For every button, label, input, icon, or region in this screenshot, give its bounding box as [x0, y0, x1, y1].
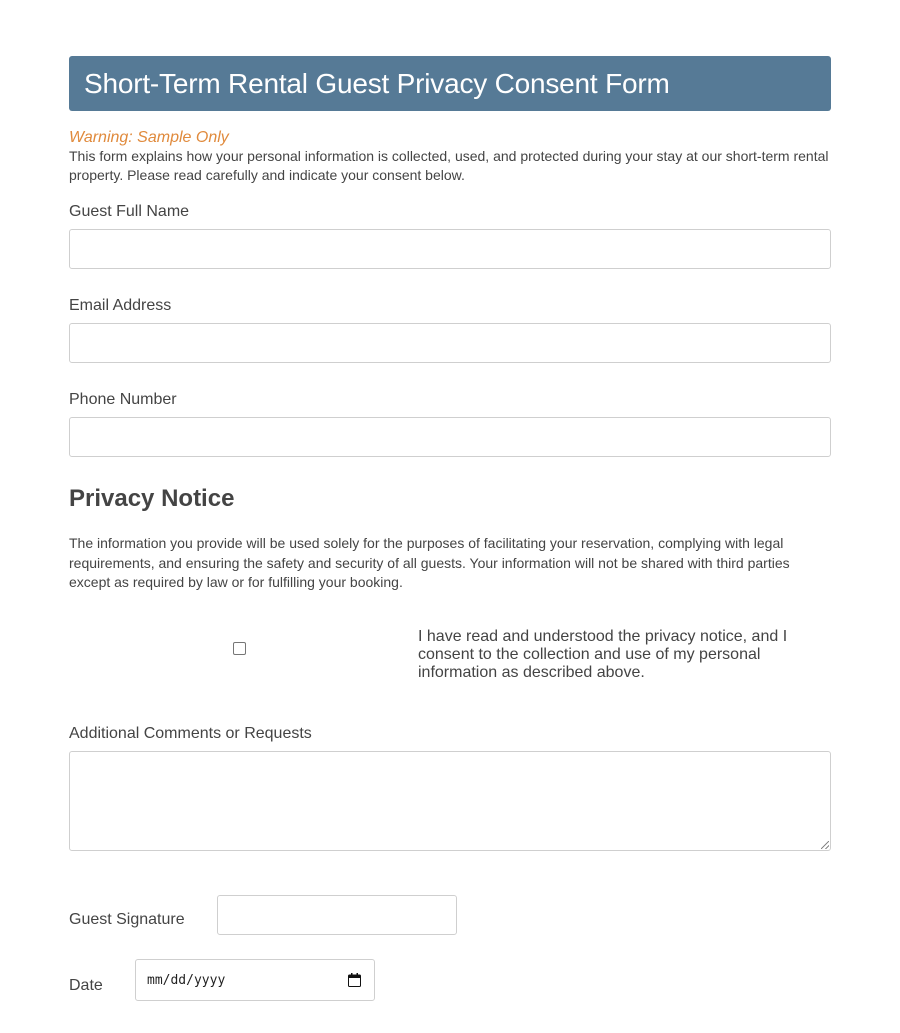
form-intro: This form explains how your personal information is collected, used, and protected during your stay at our short-term rental property. Please read carefully and indicate your consent below.: [69, 148, 829, 183]
form-title: Short-Term Rental Guest Privacy Consent Form: [84, 67, 670, 99]
date-input[interactable]: [135, 959, 375, 1001]
signature-label: Guest Signature: [69, 910, 185, 928]
phone-input[interactable]: [69, 417, 831, 457]
signature-row: [69, 895, 831, 935]
form-header: [69, 56, 831, 111]
privacy-notice-text: The information you provide will be used solely for the purposes of facilitating your reservation, complying with legal requirements, and ensuring the safety and security of all guests. Your information will not be shared with third parties except as required by law or for fulfilling your booking.: [69, 535, 790, 590]
sample-warning: Warning: Sample Only: [69, 129, 229, 146]
date-label: Date: [69, 976, 103, 994]
consent-checkbox[interactable]: [233, 642, 246, 655]
resize-grip-icon[interactable]: [821, 841, 829, 849]
calendar-icon[interactable]: [348, 973, 361, 987]
guest-name-label: Guest Full Name: [69, 203, 190, 220]
date-row: [69, 959, 831, 1001]
comments-textarea[interactable]: [69, 751, 831, 851]
consent-form: [69, 56, 831, 1001]
comments-label: Additional Comments or Requests: [69, 724, 312, 742]
privacy-notice-heading: Privacy Notice: [69, 485, 235, 512]
date-placeholder: mm/dd/yyyy: [147, 972, 226, 988]
email-input[interactable]: [69, 323, 831, 363]
consent-label: I have read and understood the privacy notice, and I consent to the collection and use of my personal information as described above.: [418, 627, 788, 681]
email-label: Email Address: [69, 297, 172, 314]
signature-input[interactable]: [217, 895, 457, 935]
phone-label: Phone Number: [69, 391, 177, 408]
guest-name-input[interactable]: [69, 229, 831, 269]
consent-row: [69, 628, 831, 698]
